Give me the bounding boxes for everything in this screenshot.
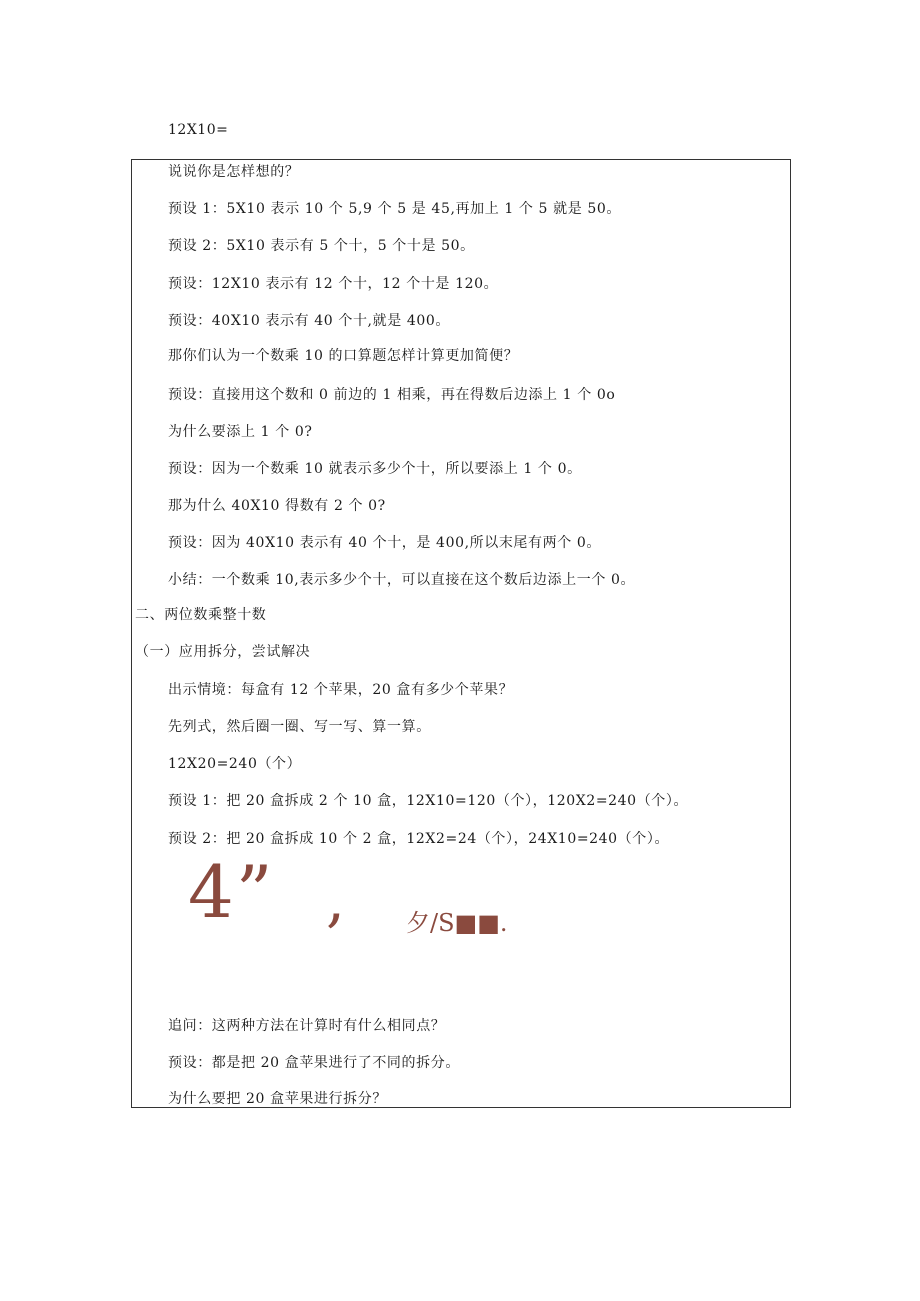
- text-line: 为什么要把 20 盒苹果进行拆分？: [168, 1091, 387, 1107]
- subsection-heading: （一）应用拆分，尝试解决: [135, 644, 311, 660]
- text-line: 预设：40X10 表示有 40 个十,就是 400。: [168, 313, 450, 329]
- pre-box-equation: 12X10=: [168, 122, 229, 138]
- section-heading: 二、两位数乘整十数: [135, 607, 267, 623]
- ocr-artifact-small: 夕/S■■.: [406, 909, 508, 937]
- text-line: 12X20=240（个）: [168, 756, 302, 772]
- text-line: 预设：直接用这个数和 0 前边的 1 相乘，再在得数后边添上 1 个 0o: [168, 387, 616, 403]
- text-line: 那你们认为一个数乘 10 的口算题怎样计算更加简便？: [168, 348, 519, 364]
- text-line: 说说你是怎样想的？: [168, 164, 300, 180]
- text-line: 追问：这两种方法在计算时有什么相同点？: [168, 1018, 446, 1034]
- text-line: 先列式，然后圈一圈、写一写、算一算。: [168, 719, 431, 735]
- text-line: 为什么要添上 1 个 0?: [168, 424, 313, 440]
- text-line: 预设 1：5X10 表示 10 个 5,9 个 5 是 45,再加上 1 个 5 就是 50。: [168, 201, 621, 217]
- ocr-artifact-large: 4”: [188, 850, 275, 934]
- lesson-content-box: [131, 159, 791, 1108]
- ocr-artifact-comma: ,: [326, 865, 346, 935]
- text-line: 预设：因为 40X10 表示有 40 个十，是 400,所以末尾有两个 0。: [168, 535, 601, 551]
- text-line: 预设：都是把 20 盒苹果进行了不同的拆分。: [168, 1055, 460, 1071]
- text-line: 预设 2：5X10 表示有 5 个十，5 个十是 50。: [168, 238, 475, 254]
- text-line: 预设：因为一个数乘 10 就表示多少个十，所以要添上 1 个 0。: [168, 461, 582, 477]
- text-line: 出示情境：每盒有 12 个苹果，20 盒有多少个苹果？: [168, 682, 514, 698]
- text-line: 预设：12X10 表示有 12 个十，12 个十是 120。: [168, 276, 499, 292]
- text-line: 那为什么 40X10 得数有 2 个 0?: [168, 498, 386, 514]
- text-line: 预设 2：把 20 盒拆成 10 个 2 盒，12X2=24（个），24X10=240（个）。: [168, 831, 670, 847]
- text-line: 预设 1：把 20 盒拆成 2 个 10 盒，12X10=120（个），120X2=240（个）。: [168, 793, 689, 809]
- text-line: 小结：一个数乘 10,表示多少个十，可以直接在这个数后边添上一个 0。: [168, 572, 636, 588]
